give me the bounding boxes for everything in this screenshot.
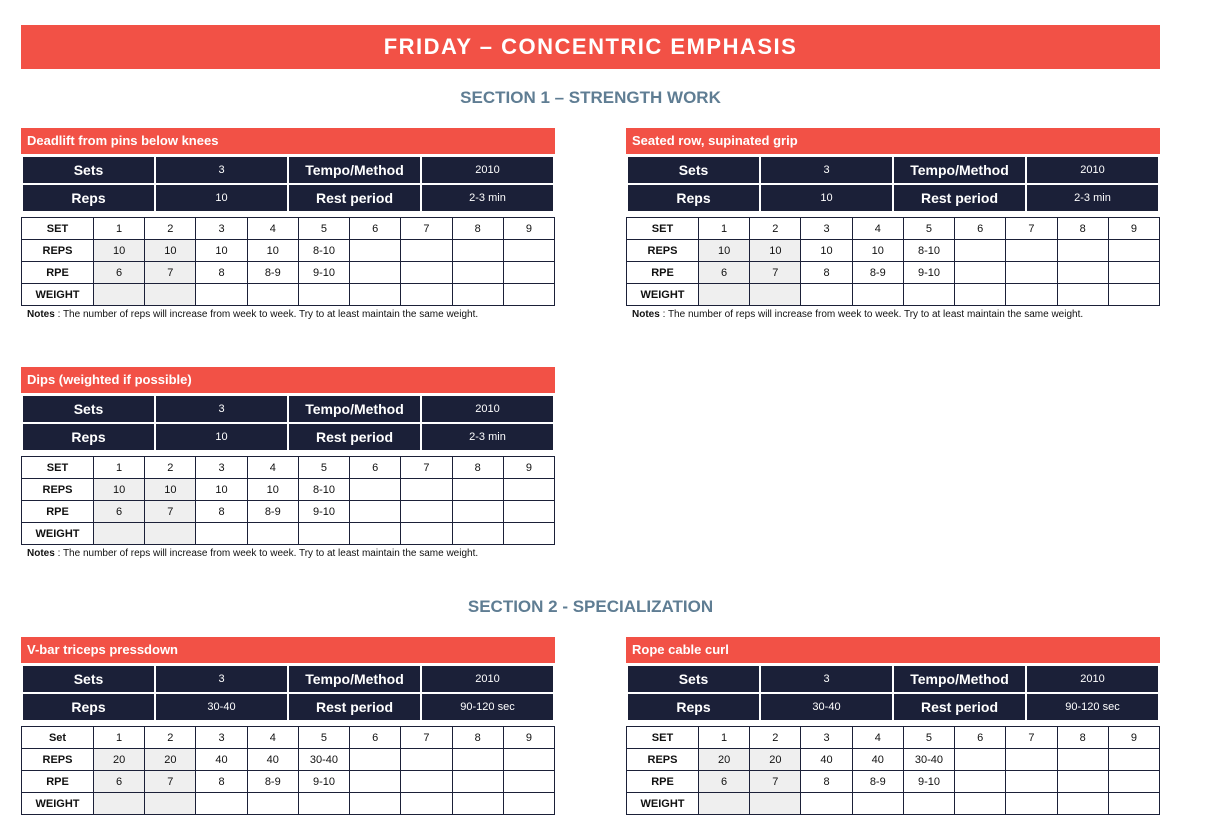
log-cell: 1 bbox=[94, 457, 145, 479]
log-cell: 10 bbox=[247, 240, 298, 262]
log-cell bbox=[401, 749, 452, 771]
weight-cell[interactable] bbox=[801, 793, 852, 815]
exercise-block bbox=[21, 128, 555, 320]
set-number-row bbox=[22, 457, 555, 479]
log-cell: 10 bbox=[196, 240, 247, 262]
log-cell: 6 bbox=[94, 501, 145, 523]
log-cell bbox=[401, 240, 452, 262]
weight-cell[interactable] bbox=[145, 523, 196, 545]
row-label: SET bbox=[22, 457, 94, 479]
log-cell: 3 bbox=[196, 218, 247, 240]
log-cell: 5 bbox=[903, 727, 954, 749]
weight-cell[interactable] bbox=[350, 523, 401, 545]
tempo-label: Tempo/Method bbox=[893, 665, 1026, 693]
exercise-summary bbox=[21, 394, 555, 452]
weight-cell[interactable] bbox=[401, 523, 452, 545]
set-number-row bbox=[22, 218, 555, 240]
weight-row bbox=[627, 284, 1160, 306]
weight-cell[interactable] bbox=[196, 793, 247, 815]
log-cell bbox=[350, 501, 401, 523]
exercise-notes bbox=[21, 309, 555, 320]
log-cell: 10 bbox=[699, 240, 750, 262]
row-label: RPE bbox=[22, 262, 94, 284]
log-cell: 7 bbox=[401, 218, 452, 240]
log-cell: 9-10 bbox=[298, 771, 349, 793]
sets-label: Sets bbox=[627, 156, 760, 184]
reps-value: 30-40 bbox=[760, 693, 893, 721]
log-cell: 5 bbox=[298, 457, 349, 479]
log-cell: 5 bbox=[903, 218, 954, 240]
weight-cell[interactable] bbox=[298, 523, 349, 545]
sets-label: Sets bbox=[22, 665, 155, 693]
log-cell: 6 bbox=[699, 771, 750, 793]
exercise-title: Deadlift from pins below knees bbox=[21, 128, 555, 154]
log-cell: 8 bbox=[1057, 218, 1108, 240]
reps-value: 30-40 bbox=[155, 693, 288, 721]
log-cell: 8 bbox=[452, 457, 503, 479]
log-cell: 9 bbox=[503, 727, 554, 749]
log-cell bbox=[401, 771, 452, 793]
rest-label: Rest period bbox=[288, 693, 421, 721]
log-cell: 20 bbox=[145, 749, 196, 771]
weight-cell[interactable] bbox=[503, 284, 554, 306]
weight-cell[interactable] bbox=[452, 523, 503, 545]
log-cell: 9 bbox=[1108, 727, 1159, 749]
log-cell: 4 bbox=[852, 218, 903, 240]
reps-row bbox=[22, 240, 555, 262]
log-cell: 10 bbox=[196, 479, 247, 501]
rest-value: 90-120 sec bbox=[1026, 693, 1159, 721]
weight-cell[interactable] bbox=[852, 284, 903, 306]
tempo-label: Tempo/Method bbox=[288, 665, 421, 693]
tempo-value: 2010 bbox=[421, 665, 554, 693]
weight-cell[interactable] bbox=[750, 284, 801, 306]
log-cell bbox=[503, 262, 554, 284]
row-label: WEIGHT bbox=[22, 284, 94, 306]
notes-text: : The number of reps will increase from week to week. Try to at least maintain the same weight. bbox=[54, 548, 479, 559]
tempo-value: 2010 bbox=[421, 156, 554, 184]
log-cell: 9 bbox=[503, 457, 554, 479]
weight-cell[interactable] bbox=[1057, 284, 1108, 306]
reps-label: Reps bbox=[22, 693, 155, 721]
reps-value: 10 bbox=[155, 423, 288, 451]
log-cell bbox=[1057, 771, 1108, 793]
sets-label: Sets bbox=[627, 665, 760, 693]
row-label: WEIGHT bbox=[22, 793, 94, 815]
log-cell: 40 bbox=[852, 749, 903, 771]
log-cell: 6 bbox=[94, 771, 145, 793]
weight-cell[interactable] bbox=[750, 793, 801, 815]
weight-cell[interactable] bbox=[1006, 284, 1057, 306]
log-cell: 8 bbox=[801, 771, 852, 793]
log-cell: 30-40 bbox=[903, 749, 954, 771]
log-cell: 9-10 bbox=[903, 771, 954, 793]
log-cell: 10 bbox=[94, 240, 145, 262]
log-cell bbox=[1057, 240, 1108, 262]
sets-value: 3 bbox=[155, 156, 288, 184]
log-cell bbox=[503, 240, 554, 262]
log-cell bbox=[350, 240, 401, 262]
log-cell bbox=[503, 749, 554, 771]
rest-label: Rest period bbox=[288, 184, 421, 212]
log-cell: 8 bbox=[196, 262, 247, 284]
log-cell: 8-10 bbox=[298, 240, 349, 262]
log-cell: 2 bbox=[750, 727, 801, 749]
tempo-value: 2010 bbox=[1026, 156, 1159, 184]
weight-cell[interactable] bbox=[196, 523, 247, 545]
log-cell: 8-9 bbox=[852, 262, 903, 284]
log-cell bbox=[1108, 771, 1159, 793]
set-number-row bbox=[627, 727, 1160, 749]
log-cell bbox=[503, 771, 554, 793]
weight-cell[interactable] bbox=[1057, 793, 1108, 815]
weight-cell[interactable] bbox=[247, 793, 298, 815]
weight-row bbox=[22, 793, 555, 815]
notes-label: Notes bbox=[27, 309, 55, 320]
exercise-notes bbox=[21, 548, 555, 559]
weight-cell[interactable] bbox=[350, 284, 401, 306]
log-cell bbox=[1006, 771, 1057, 793]
row-label: REPS bbox=[22, 240, 94, 262]
reps-row bbox=[627, 749, 1160, 771]
weight-cell[interactable] bbox=[401, 793, 452, 815]
log-cell: 3 bbox=[196, 457, 247, 479]
log-cell: 10 bbox=[247, 479, 298, 501]
row-label: REPS bbox=[627, 749, 699, 771]
log-cell: 10 bbox=[801, 240, 852, 262]
weight-cell[interactable] bbox=[298, 284, 349, 306]
rest-value: 2-3 min bbox=[1026, 184, 1159, 212]
log-cell: 8 bbox=[196, 771, 247, 793]
tempo-label: Tempo/Method bbox=[288, 156, 421, 184]
log-cell: 10 bbox=[145, 240, 196, 262]
weight-cell[interactable] bbox=[852, 793, 903, 815]
log-cell bbox=[955, 771, 1006, 793]
exercise-block bbox=[21, 367, 555, 559]
log-cell bbox=[401, 501, 452, 523]
log-cell: 8-9 bbox=[247, 501, 298, 523]
log-cell: 5 bbox=[298, 727, 349, 749]
reps-row bbox=[22, 479, 555, 501]
log-cell: 20 bbox=[750, 749, 801, 771]
log-cell bbox=[350, 479, 401, 501]
weight-cell[interactable] bbox=[196, 284, 247, 306]
set-log-table bbox=[626, 217, 1160, 306]
log-cell: 2 bbox=[145, 727, 196, 749]
rpe-row bbox=[627, 771, 1160, 793]
exercise-title: V-bar triceps pressdown bbox=[21, 637, 555, 663]
weight-cell[interactable] bbox=[1108, 284, 1159, 306]
exercise-block bbox=[626, 637, 1160, 815]
reps-label: Reps bbox=[22, 184, 155, 212]
log-cell: 8 bbox=[452, 727, 503, 749]
notes-label: Notes bbox=[632, 309, 660, 320]
set-log-table bbox=[626, 726, 1160, 815]
log-cell: 1 bbox=[94, 727, 145, 749]
log-cell: 5 bbox=[298, 218, 349, 240]
reps-label: Reps bbox=[627, 184, 760, 212]
log-cell: 8-9 bbox=[247, 771, 298, 793]
row-label: RPE bbox=[22, 501, 94, 523]
log-cell bbox=[1006, 262, 1057, 284]
page-title: FRIDAY – CONCENTRIC EMPHASIS bbox=[21, 25, 1160, 69]
weight-row bbox=[22, 284, 555, 306]
weight-cell[interactable] bbox=[503, 523, 554, 545]
log-cell: 40 bbox=[801, 749, 852, 771]
log-cell bbox=[350, 262, 401, 284]
notes-text: : The number of reps will increase from week to week. Try to at least maintain the same weight. bbox=[659, 309, 1084, 320]
row-label: SET bbox=[627, 218, 699, 240]
log-cell: 2 bbox=[145, 218, 196, 240]
log-cell bbox=[955, 262, 1006, 284]
weight-cell[interactable] bbox=[145, 793, 196, 815]
log-cell bbox=[401, 479, 452, 501]
log-cell: 20 bbox=[699, 749, 750, 771]
sets-value: 3 bbox=[760, 156, 893, 184]
log-cell: 6 bbox=[350, 727, 401, 749]
reps-value: 10 bbox=[760, 184, 893, 212]
log-cell: 7 bbox=[750, 771, 801, 793]
log-cell: 3 bbox=[801, 727, 852, 749]
log-cell: 7 bbox=[145, 771, 196, 793]
log-cell: 10 bbox=[145, 479, 196, 501]
log-cell: 9-10 bbox=[903, 262, 954, 284]
log-cell: 6 bbox=[94, 262, 145, 284]
sets-value: 3 bbox=[155, 395, 288, 423]
log-cell: 40 bbox=[196, 749, 247, 771]
reps-row bbox=[627, 240, 1160, 262]
row-label: WEIGHT bbox=[22, 523, 94, 545]
log-cell bbox=[1108, 749, 1159, 771]
log-cell: 30-40 bbox=[298, 749, 349, 771]
tempo-value: 2010 bbox=[1026, 665, 1159, 693]
weight-cell[interactable] bbox=[350, 793, 401, 815]
sets-value: 3 bbox=[155, 665, 288, 693]
row-label: RPE bbox=[627, 771, 699, 793]
log-cell: 7 bbox=[1006, 218, 1057, 240]
notes-label: Notes bbox=[27, 548, 55, 559]
log-cell bbox=[452, 240, 503, 262]
row-label: SET bbox=[627, 727, 699, 749]
exercise-title: Dips (weighted if possible) bbox=[21, 367, 555, 393]
log-cell bbox=[452, 771, 503, 793]
log-cell: 1 bbox=[699, 218, 750, 240]
row-label: Set bbox=[22, 727, 94, 749]
log-cell bbox=[503, 501, 554, 523]
rpe-row bbox=[22, 501, 555, 523]
log-cell bbox=[1108, 262, 1159, 284]
weight-cell[interactable] bbox=[503, 793, 554, 815]
log-cell: 40 bbox=[247, 749, 298, 771]
rest-label: Rest period bbox=[893, 184, 1026, 212]
weight-cell[interactable] bbox=[903, 284, 954, 306]
rest-value: 2-3 min bbox=[421, 423, 554, 451]
weight-cell[interactable] bbox=[699, 793, 750, 815]
section-2-heading: SECTION 2 - SPECIALIZATION bbox=[467, 597, 714, 616]
exercise-summary bbox=[626, 664, 1160, 722]
row-label: REPS bbox=[22, 479, 94, 501]
exercise-summary bbox=[21, 664, 555, 722]
log-cell: 10 bbox=[94, 479, 145, 501]
log-cell: 20 bbox=[94, 749, 145, 771]
exercise-block bbox=[626, 128, 1160, 320]
sets-value: 3 bbox=[760, 665, 893, 693]
set-log-table bbox=[21, 217, 555, 306]
log-cell: 7 bbox=[401, 727, 452, 749]
log-cell: 4 bbox=[247, 727, 298, 749]
log-cell bbox=[955, 749, 1006, 771]
log-cell: 3 bbox=[801, 218, 852, 240]
rpe-row bbox=[627, 262, 1160, 284]
log-cell bbox=[955, 240, 1006, 262]
log-cell bbox=[401, 262, 452, 284]
exercise-title: Seated row, supinated grip bbox=[626, 128, 1160, 154]
row-label: RPE bbox=[627, 262, 699, 284]
log-cell: 10 bbox=[750, 240, 801, 262]
log-cell: 1 bbox=[699, 727, 750, 749]
log-cell: 8 bbox=[196, 501, 247, 523]
reps-label: Reps bbox=[627, 693, 760, 721]
log-cell: 9 bbox=[503, 218, 554, 240]
log-cell bbox=[1057, 749, 1108, 771]
exercise-title: Rope cable curl bbox=[626, 637, 1160, 663]
log-cell: 4 bbox=[852, 727, 903, 749]
notes-text: : The number of reps will increase from week to week. Try to at least maintain the same weight. bbox=[54, 309, 479, 320]
log-cell: 7 bbox=[145, 501, 196, 523]
log-cell bbox=[1006, 240, 1057, 262]
exercise-notes bbox=[626, 309, 1160, 320]
reps-label: Reps bbox=[22, 423, 155, 451]
rest-value: 90-120 sec bbox=[421, 693, 554, 721]
weight-cell[interactable] bbox=[94, 523, 145, 545]
weight-cell[interactable] bbox=[298, 793, 349, 815]
tempo-label: Tempo/Method bbox=[893, 156, 1026, 184]
log-cell: 9-10 bbox=[298, 501, 349, 523]
sets-label: Sets bbox=[22, 395, 155, 423]
log-cell: 8-9 bbox=[852, 771, 903, 793]
weight-cell[interactable] bbox=[903, 793, 954, 815]
sets-label: Sets bbox=[22, 156, 155, 184]
weight-cell[interactable] bbox=[452, 284, 503, 306]
tempo-label: Tempo/Method bbox=[288, 395, 421, 423]
section-1-heading: SECTION 1 – STRENGTH WORK bbox=[460, 88, 721, 107]
log-cell: 8-10 bbox=[298, 479, 349, 501]
exercise-summary bbox=[21, 155, 555, 213]
log-cell: 9 bbox=[1108, 218, 1159, 240]
log-cell: 7 bbox=[1006, 727, 1057, 749]
log-cell: 1 bbox=[94, 218, 145, 240]
log-cell: 4 bbox=[247, 457, 298, 479]
weight-cell[interactable] bbox=[801, 284, 852, 306]
weight-cell[interactable] bbox=[1006, 793, 1057, 815]
rpe-row bbox=[22, 771, 555, 793]
weight-cell[interactable] bbox=[145, 284, 196, 306]
log-cell bbox=[350, 771, 401, 793]
weight-cell[interactable] bbox=[1108, 793, 1159, 815]
row-label: WEIGHT bbox=[627, 284, 699, 306]
log-cell: 8 bbox=[801, 262, 852, 284]
row-label: SET bbox=[22, 218, 94, 240]
log-cell: 7 bbox=[750, 262, 801, 284]
log-cell bbox=[350, 749, 401, 771]
set-number-row bbox=[627, 218, 1160, 240]
row-label: WEIGHT bbox=[627, 793, 699, 815]
log-cell bbox=[503, 479, 554, 501]
set-log-table bbox=[21, 456, 555, 545]
log-cell: 6 bbox=[699, 262, 750, 284]
log-cell bbox=[1108, 240, 1159, 262]
weight-cell[interactable] bbox=[955, 793, 1006, 815]
reps-value: 10 bbox=[155, 184, 288, 212]
log-cell bbox=[452, 479, 503, 501]
log-cell bbox=[452, 262, 503, 284]
weight-row bbox=[627, 793, 1160, 815]
weight-row bbox=[22, 523, 555, 545]
log-cell: 6 bbox=[350, 218, 401, 240]
log-cell: 7 bbox=[145, 262, 196, 284]
log-cell: 4 bbox=[247, 218, 298, 240]
log-cell: 2 bbox=[145, 457, 196, 479]
tempo-value: 2010 bbox=[421, 395, 554, 423]
weight-cell[interactable] bbox=[247, 284, 298, 306]
weight-cell[interactable] bbox=[247, 523, 298, 545]
reps-row bbox=[22, 749, 555, 771]
log-cell: 8-10 bbox=[903, 240, 954, 262]
set-number-row bbox=[22, 727, 555, 749]
log-cell bbox=[452, 501, 503, 523]
row-label: REPS bbox=[627, 240, 699, 262]
log-cell bbox=[1057, 262, 1108, 284]
weight-cell[interactable] bbox=[699, 284, 750, 306]
log-cell: 7 bbox=[401, 457, 452, 479]
log-cell: 9-10 bbox=[298, 262, 349, 284]
row-label: REPS bbox=[22, 749, 94, 771]
rest-label: Rest period bbox=[893, 693, 1026, 721]
log-cell: 8 bbox=[1057, 727, 1108, 749]
log-cell: 2 bbox=[750, 218, 801, 240]
log-cell: 6 bbox=[955, 218, 1006, 240]
rpe-row bbox=[22, 262, 555, 284]
log-cell bbox=[452, 749, 503, 771]
exercise-block bbox=[21, 637, 555, 815]
set-log-table bbox=[21, 726, 555, 815]
log-cell bbox=[1006, 749, 1057, 771]
log-cell: 8-9 bbox=[247, 262, 298, 284]
weight-cell[interactable] bbox=[94, 793, 145, 815]
exercise-summary bbox=[626, 155, 1160, 213]
log-cell: 6 bbox=[955, 727, 1006, 749]
log-cell: 10 bbox=[852, 240, 903, 262]
weight-cell[interactable] bbox=[452, 793, 503, 815]
rest-value: 2-3 min bbox=[421, 184, 554, 212]
rest-label: Rest period bbox=[288, 423, 421, 451]
weight-cell[interactable] bbox=[401, 284, 452, 306]
log-cell: 6 bbox=[350, 457, 401, 479]
row-label: RPE bbox=[22, 771, 94, 793]
weight-cell[interactable] bbox=[955, 284, 1006, 306]
weight-cell[interactable] bbox=[94, 284, 145, 306]
log-cell: 3 bbox=[196, 727, 247, 749]
log-cell: 8 bbox=[452, 218, 503, 240]
